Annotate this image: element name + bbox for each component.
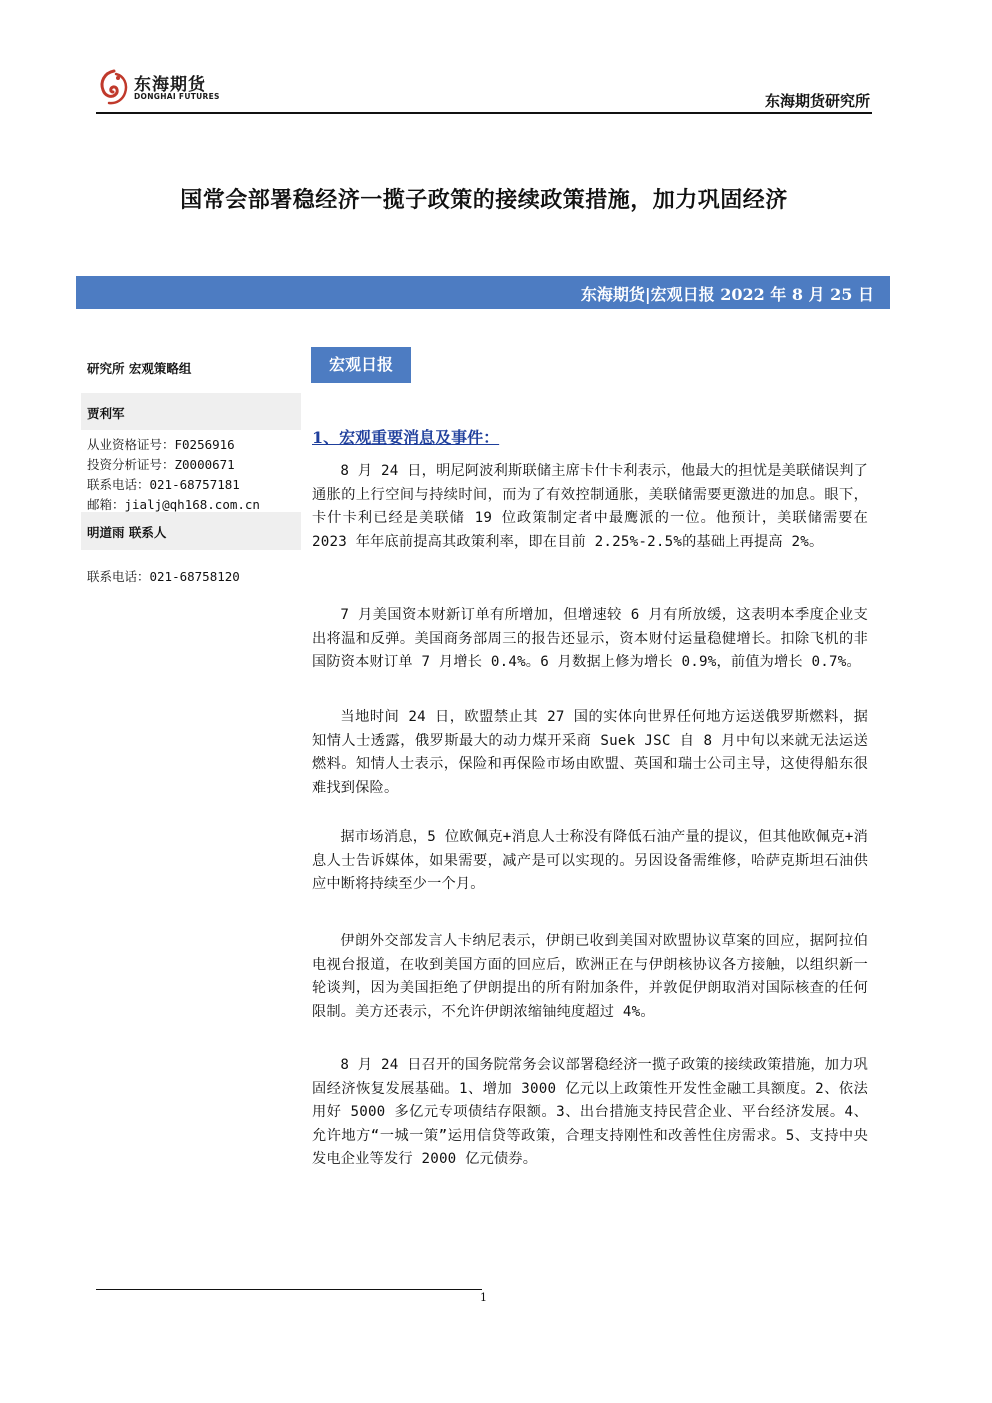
news-paragraph-3: 当地时间 24 日，欧盟禁止其 27 国的实体向世界任何地方运送俄罗斯燃料，据知情人士透露，俄罗斯最大的动力煤开采商 Suek JSC 自 8 月中旬以来就无法运送燃料。知情人士表示，保险和再保险市场由欧盟、英国和瑞士公司主导，这使得船东很难找到保险。 [312,709,868,796]
section-title: 1、宏观重要消息及事件： [312,428,500,447]
institute-name: 东海期货研究所 [764,92,870,110]
footer-divider [96,1289,482,1290]
logo-chinese-text: 东海期货 [134,75,206,95]
sidebar-department: 研究所 宏观策略组 [87,361,192,376]
analyst-email[interactable]: 邮箱：jialj@qh168.com.cn [87,497,260,512]
news-paragraph-4: 据市场消息，5 位欧佩克+消息人士称没有降低石油产量的提议，但其他欧佩克+消息人士告诉媒体，如果需要，减产是可以实现的。另因设备需维修，哈萨克斯坦石油供应中断将持续至少一个月。 [312,829,868,893]
logo-english-text: DONGHAI FUTURES [134,92,220,101]
report-title: 国常会部署稳经济一揽子政策的接续政策措施，加力巩固经济 [180,187,788,213]
news-paragraph-5: 伊朗外交部发言人卡纳尼表示，伊朗已收到美国对欧盟协议草案的回应，据阿拉伯电视台报道，在收到美国方面的回应后，欧洲正在与伊朗核协议各方接触，以组织新一轮谈判，因为美国拒绝了伊朗提出的所有附加条件，并敦促伊朗取消对国际核查的任何限制。美方还表示，不允许伊朗浓缩铀纯度超过 4%。 [312,933,868,1020]
analyst-phone: 联系电话：021-68757181 [87,477,240,492]
report-type-tag: 宏观日报 [311,347,411,383]
news-paragraph-2: 7 月美国资本财新订单有所增加，但增速较 6 月有所放缓，这表明本季度企业支出将温和反弹。美国商务部周三的报告还显示，资本财付运量稳健增长。扣除飞机的非国防资本财订单 7 月增长 0.4%。6 月数据上修为增长 0.9%，前值为增长 0.7%。 [312,607,868,671]
analysis-license-number: 投资分析证号：Z0000671 [87,457,235,472]
contact-name: 明道雨 联系人 [87,525,167,540]
contact-phone: 联系电话：021-68758120 [87,569,240,584]
qualification-number: 从业资格证号：F0256916 [87,437,235,452]
news-paragraph-1: 8 月 24 日，明尼阿波利斯联储主席卡什卡利表示，他最大的担忧是美联储误判了通胀的上行空间与持续时间，而为了有效控制通胀，美联储需要更激进的加息。眼下，卡什卡利已经是美联储 19 位政策制定者中最鹰派的一位。他预计，美联储需要在 2023 年年底前提高其政策利率，即在目前 2.25%-2.5%的基础上再提高 2%。 [312,463,868,550]
contact-name-box [81,512,301,550]
report-banner [76,276,890,309]
company-logo [96,68,236,110]
header-divider [96,112,872,114]
analyst-name-box [81,393,301,430]
news-paragraph-6: 8 月 24 日召开的国务院常务会议部署稳经济一揽子政策的接续政策措施，加力巩固经济恢复发展基础。1、增加 3000 亿元以上政策性开发性金融工具额度。2、依法用好 5000 多亿元专项债结存限额。3、出台措施支持民营企业、平台经济发展。4、允许地方“一城一策”运用信贷等政策，合理支持刚性和改善性住房需求。5、支持中央发电企业等发行 2000 亿元债券。 [312,1057,868,1168]
dragon-logo-icon [96,68,132,108]
analyst-name: 贾利军 [87,406,125,421]
banner-text: 东海期货|宏观日报 2022 年 8 月 25 日 [580,285,874,304]
page-number: 1 [480,1291,487,1304]
